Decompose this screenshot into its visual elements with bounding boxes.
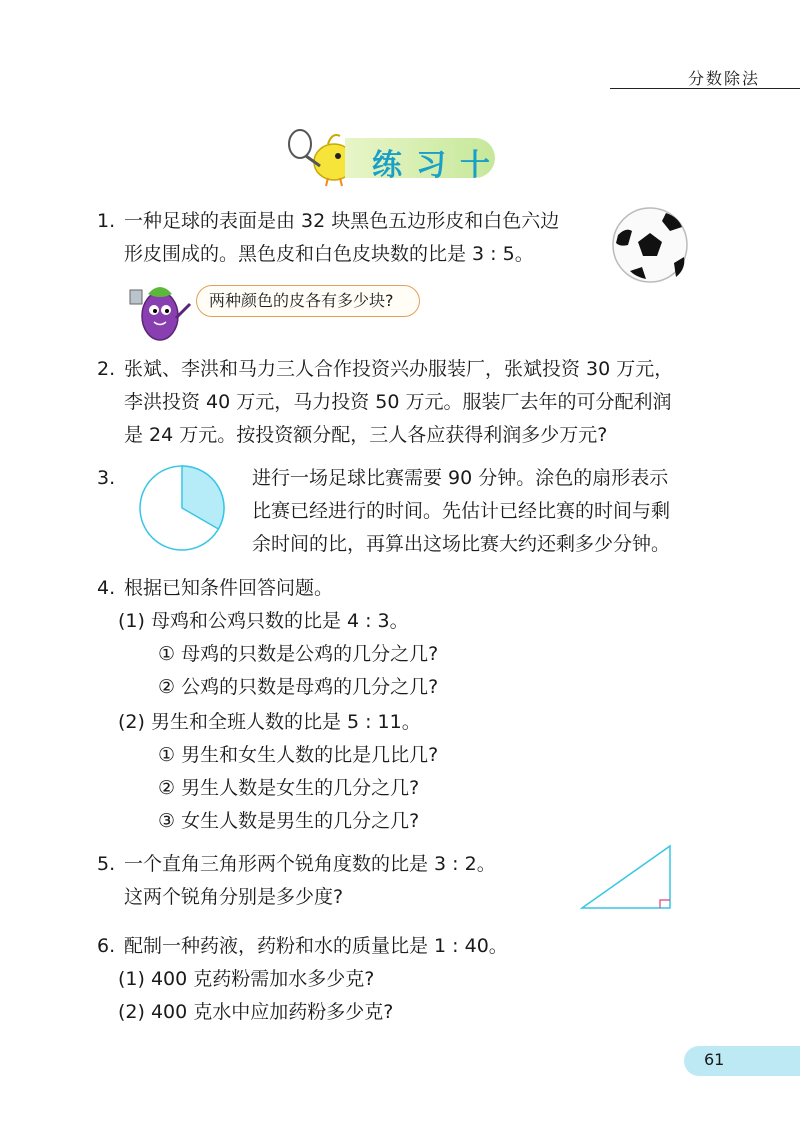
q2-number: 2. — [97, 358, 116, 380]
soccer-ball-icon — [610, 205, 690, 285]
eggplant-mascot-icon — [118, 268, 198, 346]
page-number: 61 — [704, 1050, 725, 1069]
pie-sector-diagram — [137, 463, 227, 553]
header-rule — [610, 88, 800, 89]
page-number-tab — [684, 1046, 800, 1076]
q5-line-2: 这两个锐角分别是多少度? — [124, 886, 344, 908]
q3-line-3: 余时间的比，再算出这场比赛大约还剩多少分钟。 — [252, 533, 671, 555]
right-triangle-diagram — [578, 842, 674, 912]
q1-line-2: 形皮围成的。黑色皮和白色皮块数的比是 3 : 5。 — [124, 243, 534, 265]
q4-intro: 根据已知条件回答问题。 — [124, 577, 334, 599]
q4-part-1b: ② 公鸡的只数是母鸡的几分之几? — [158, 676, 439, 698]
q6-part-1: (1) 400 克药粉需加水多少克? — [118, 968, 375, 990]
q1-number: 1. — [97, 210, 116, 232]
q4-part-2: (2) 男生和全班人数的比是 5 : 11。 — [118, 711, 421, 733]
q3-line-2: 比赛已经进行的时间。先估计已经比赛的时间与剩 — [252, 500, 671, 522]
q1-line-1: 一种足球的表面是由 32 块黑色五边形皮和白色六边 — [124, 210, 560, 232]
q4-part-2c: ③ 女生人数是男生的几分之几? — [158, 810, 420, 832]
q2-line-1: 张斌、李洪和马力三人合作投资兴办服装厂，张斌投资 30 万元， — [124, 358, 674, 380]
q6-number: 6. — [97, 935, 116, 957]
q2-line-3: 是 24 万元。按投资额分配，三人各应获得利润多少万元? — [124, 424, 608, 446]
q5-number: 5. — [97, 853, 116, 875]
q6-intro: 配制一种药液，药粉和水的质量比是 1 : 40。 — [124, 935, 508, 957]
q2-line-2: 李洪投资 40 万元，马力投资 50 万元。服装厂去年的可分配利润 — [124, 391, 672, 413]
hint-bubble: 两种颜色的皮各有多少块? — [196, 285, 420, 317]
q4-part-2b: ② 男生人数是女生的几分之几? — [158, 777, 420, 799]
q3-number: 3. — [97, 467, 116, 489]
q4-part-2a: ① 男生和女生人数的比是几比几? — [158, 744, 439, 766]
q5-line-1: 一个直角三角形两个锐角度数的比是 3 : 2。 — [124, 853, 496, 875]
q6-part-2: (2) 400 克水中应加药粉多少克? — [118, 1001, 394, 1023]
q4-number: 4. — [97, 577, 116, 599]
q4-part-1: (1) 母鸡和公鸡只数的比是 4 : 3。 — [118, 610, 409, 632]
chapter-title: 分数除法 — [687, 69, 760, 88]
q4-part-1a: ① 母鸡的只数是公鸡的几分之几? — [158, 643, 439, 665]
exercise-title: 练习十 — [372, 148, 504, 183]
q3-line-1: 进行一场足球比赛需要 90 分钟。涂色的扇形表示 — [252, 467, 669, 489]
